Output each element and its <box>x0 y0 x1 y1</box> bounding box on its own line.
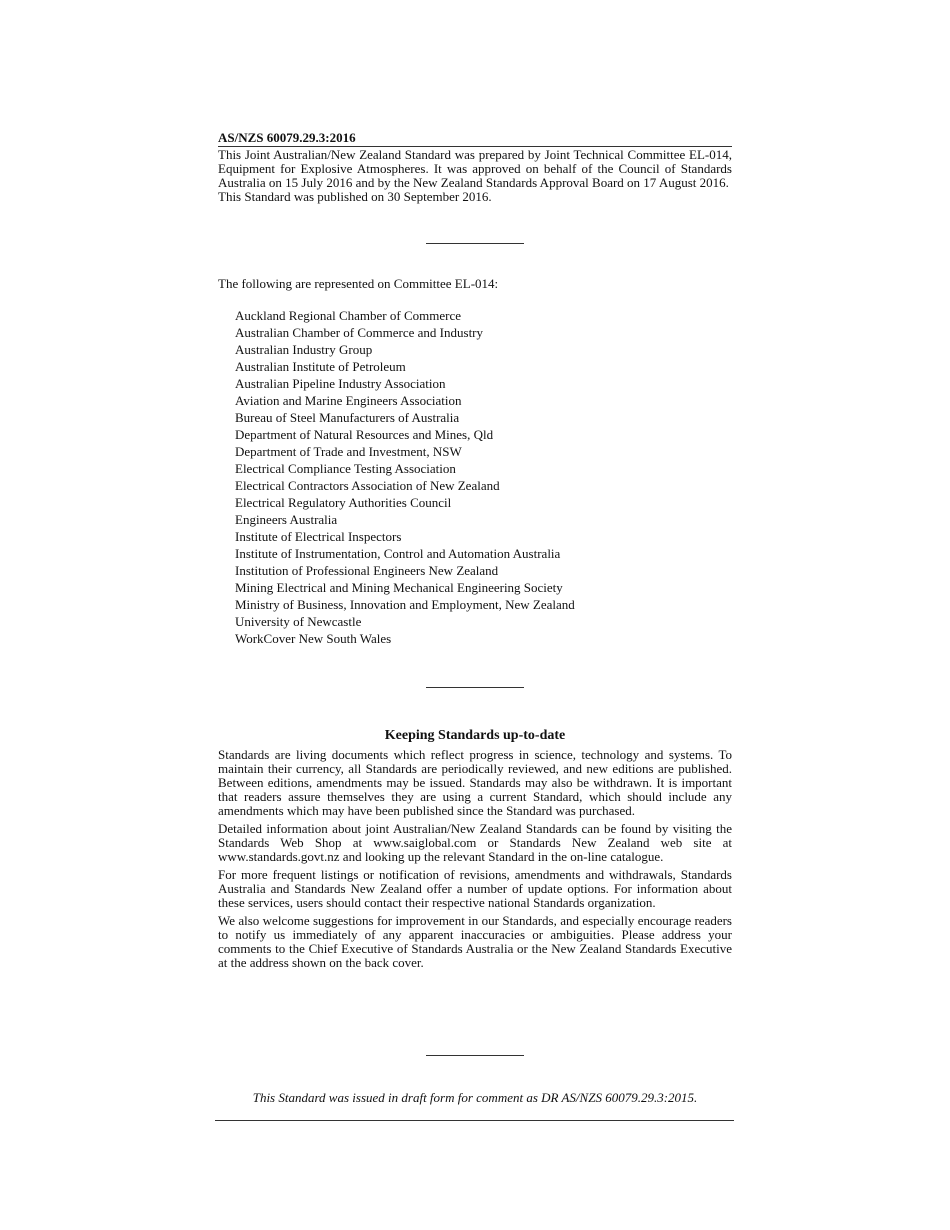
committee-member: Bureau of Steel Manufacturers of Australia <box>235 410 460 425</box>
committee-intro: The following are represented on Committee EL-014: <box>218 276 499 291</box>
committee-member: Department of Trade and Investment, NSW <box>235 444 462 459</box>
committee-member: Institute of Instrumentation, Control and Automation Australia <box>235 546 561 561</box>
committee-member: Department of Natural Resources and Mines, Qld <box>235 427 494 442</box>
committee-member: Electrical Compliance Testing Association <box>235 461 456 476</box>
committee-member: Auckland Regional Chamber of Commerce <box>235 308 461 323</box>
publication-date-paragraph: This Standard was published on 30 September 2016. <box>218 189 492 204</box>
separator-rule <box>426 687 524 688</box>
committee-member: Australian Chamber of Commerce and Industry <box>235 325 484 340</box>
keeping-standards-section <box>218 748 732 974</box>
committee-member: Australian Pipeline Industry Association <box>235 376 446 391</box>
section-heading: Keeping Standards up-to-date <box>384 728 566 743</box>
footer-rule <box>215 1120 734 1121</box>
committee-member: Electrical Contractors Association of New Zealand <box>235 478 500 493</box>
separator-rule <box>426 243 524 244</box>
body-paragraph: Detailed information about joint Australian/New Zealand Standards can be found by visiting the Standards Web Shop at www.saiglobal.com or Standards New Zealand web site at www.standards.govt.nz and looking up the relevant Standard in the on-line catalogue. <box>218 821 732 864</box>
committee-member: Institute of Electrical Inspectors <box>235 529 402 544</box>
approval-paragraph: This Joint Australian/New Zealand Standard was prepared by Joint Technical Committee EL-014, Equipment for Explosive Atmospheres. It was approved on behalf of the Council of Standards Australia on 15 July 2016 and by the New Zealand Standards Approval Board on 17 August 2016. <box>218 147 732 190</box>
committee-member: Australian Industry Group <box>235 342 373 357</box>
committee-member: Engineers Australia <box>235 512 338 527</box>
standard-number: AS/NZS 60079.29.3:2016 <box>218 130 732 147</box>
committee-member: Aviation and Marine Engineers Association <box>235 393 462 408</box>
committee-member: Australian Institute of Petroleum <box>235 359 406 374</box>
body-paragraph: For more frequent listings or notification of revisions, amendments and withdrawals, Standards Australia and Standards New Zealand offer a number of update options. For information about these services, users should contact their respective national Standards organization. <box>218 867 732 910</box>
committee-member: University of Newcastle <box>235 614 362 629</box>
body-paragraph: Standards are living documents which reflect progress in science, technology and systems. To maintain their currency, all Standards are periodically reviewed, and new editions are published. Between editions, amendments may be issued. Standards may also be withdrawn. It is important that readers assure themselves they are using a current Standard, which should include any amendments which may have been published since the Standard was purchased. <box>218 747 732 818</box>
committee-member: Institution of Professional Engineers New Zealand <box>235 563 499 578</box>
committee-member: WorkCover New South Wales <box>235 631 392 646</box>
approval-statement <box>218 148 732 204</box>
draft-note: This Standard was issued in draft form for comment as DR AS/NZS 60079.29.3:2015. <box>252 1090 698 1105</box>
separator-rule <box>426 1055 524 1056</box>
committee-member: Mining Electrical and Mining Mechanical Engineering Society <box>235 580 563 595</box>
committee-member: Electrical Regulatory Authorities Council <box>235 495 452 510</box>
committee-member: Ministry of Business, Innovation and Employment, New Zealand <box>235 597 575 612</box>
body-paragraph: We also welcome suggestions for improvement in our Standards, and especially encourage readers to notify us immediately of any apparent inaccuracies or ambiguities. Please address your comments to the Chief Executive of Standards Australia or the New Zealand Standards Executive at the address shown on the back cover. <box>218 913 732 970</box>
committee-member-list <box>235 307 575 647</box>
